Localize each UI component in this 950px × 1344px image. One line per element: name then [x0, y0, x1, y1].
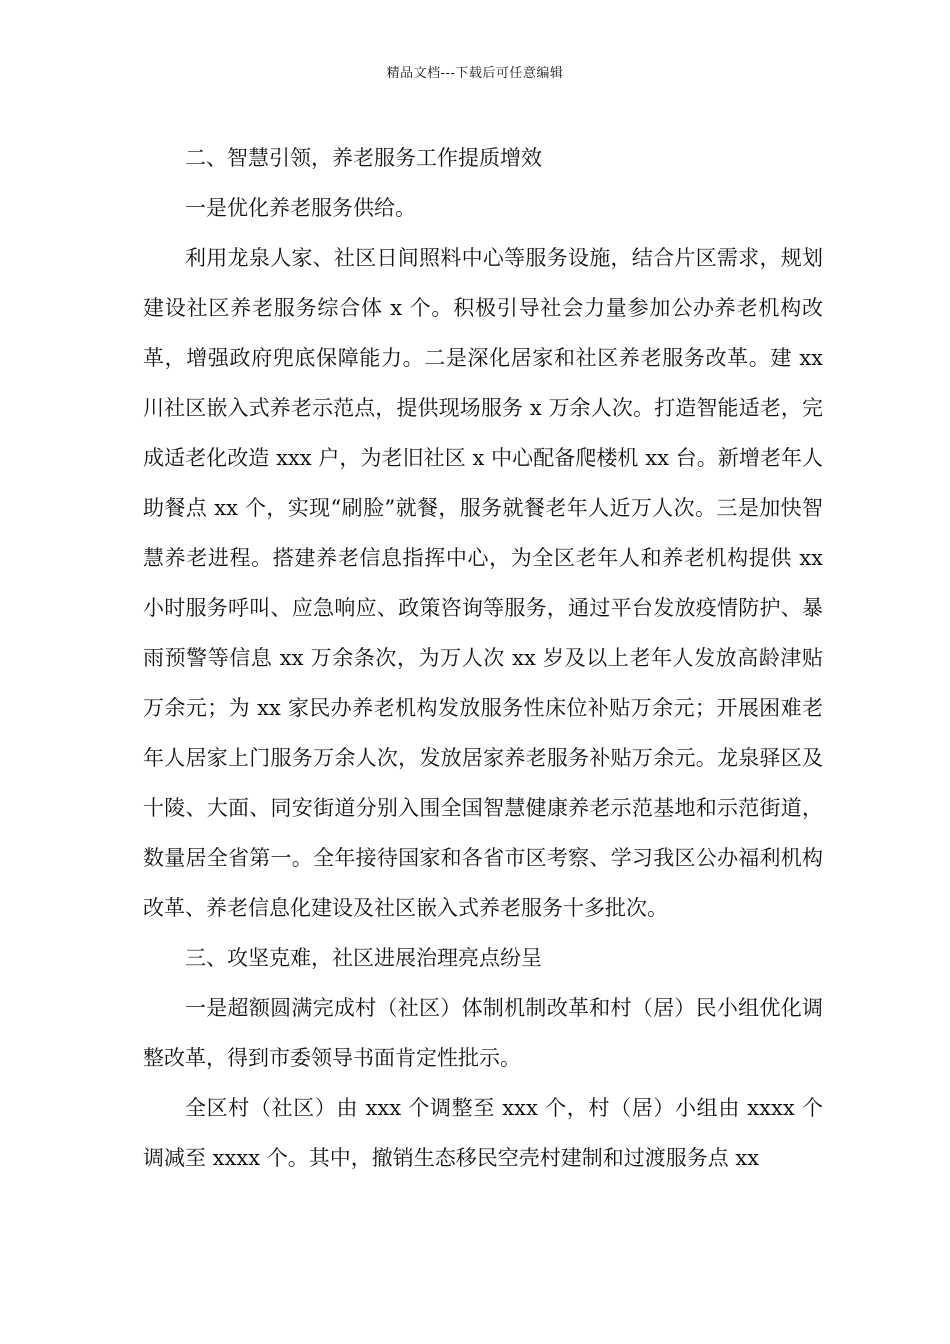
subsection-heading: 一是超额圆满完成村（社区）体制机制改革和村（居）民小组优化调整改革，得到市委领导书面肯定性批示。	[143, 996, 823, 1070]
subsection-heading: 一是优化养老服务供给。	[185, 196, 416, 220]
body-paragraph: 利用龙泉人家、社区日间照料中心等服务设施，结合片区需求，规划建设社区养老服务综合体 x 个。积极引导社会力量参加公办养老机构改革，增强政府兜底保障能力。二是深化居家和社区养老服务改革。建 xx 川社区嵌入式养老示范点，提供现场服务 x 万余人次。打造智能适老，完成适老化改造 xxx 户，为老旧社区 x 中心配备爬楼机 xx 台。新增老年人助餐点 xx 个，实现“刷脸”就餐，服务就餐老年人近万人次。三是加快智慧养老进程。搭建养老信息指挥中心，为全区老年人和养老机构提供 xx 小时服务呼叫、应急响应、政策咨询等服务，通过平台发放疫情防护、暴雨预警等信息 xx 万余条次，为万人次 xx 岁及以上老年人发放高龄津贴万余元；为 xx 家民办养老机构发放服务性床位补贴万余元；开展困难老年人居家上门服务万余人次，发放居家养老服务补贴万余元。龙泉驿区及十陵、大面、同安街道分别入围全国智慧健康养老示范基地和示范街道，数量居全省第一。全年接待国家和各省市区考察、学习我区公办福利机构改革、养老信息化建设及社区嵌入式养老服务十多批次。	[143, 246, 823, 920]
page-header: 精品文档---下载后可任意编辑	[386, 66, 564, 81]
body-paragraph: 全区村（社区）由 xxx 个调整至 xxx 个，村（居）小组由 xxxx 个调减至 xxxx 个。其中，撤销生态移民空壳村建制和过渡服务点 xx	[143, 1096, 823, 1170]
section-heading: 二、智慧引领，养老服务工作提质增效	[185, 146, 542, 170]
document-body	[143, 133, 823, 1183]
section-heading: 三、攻坚克难，社区进展治理亮点纷呈	[185, 946, 542, 970]
